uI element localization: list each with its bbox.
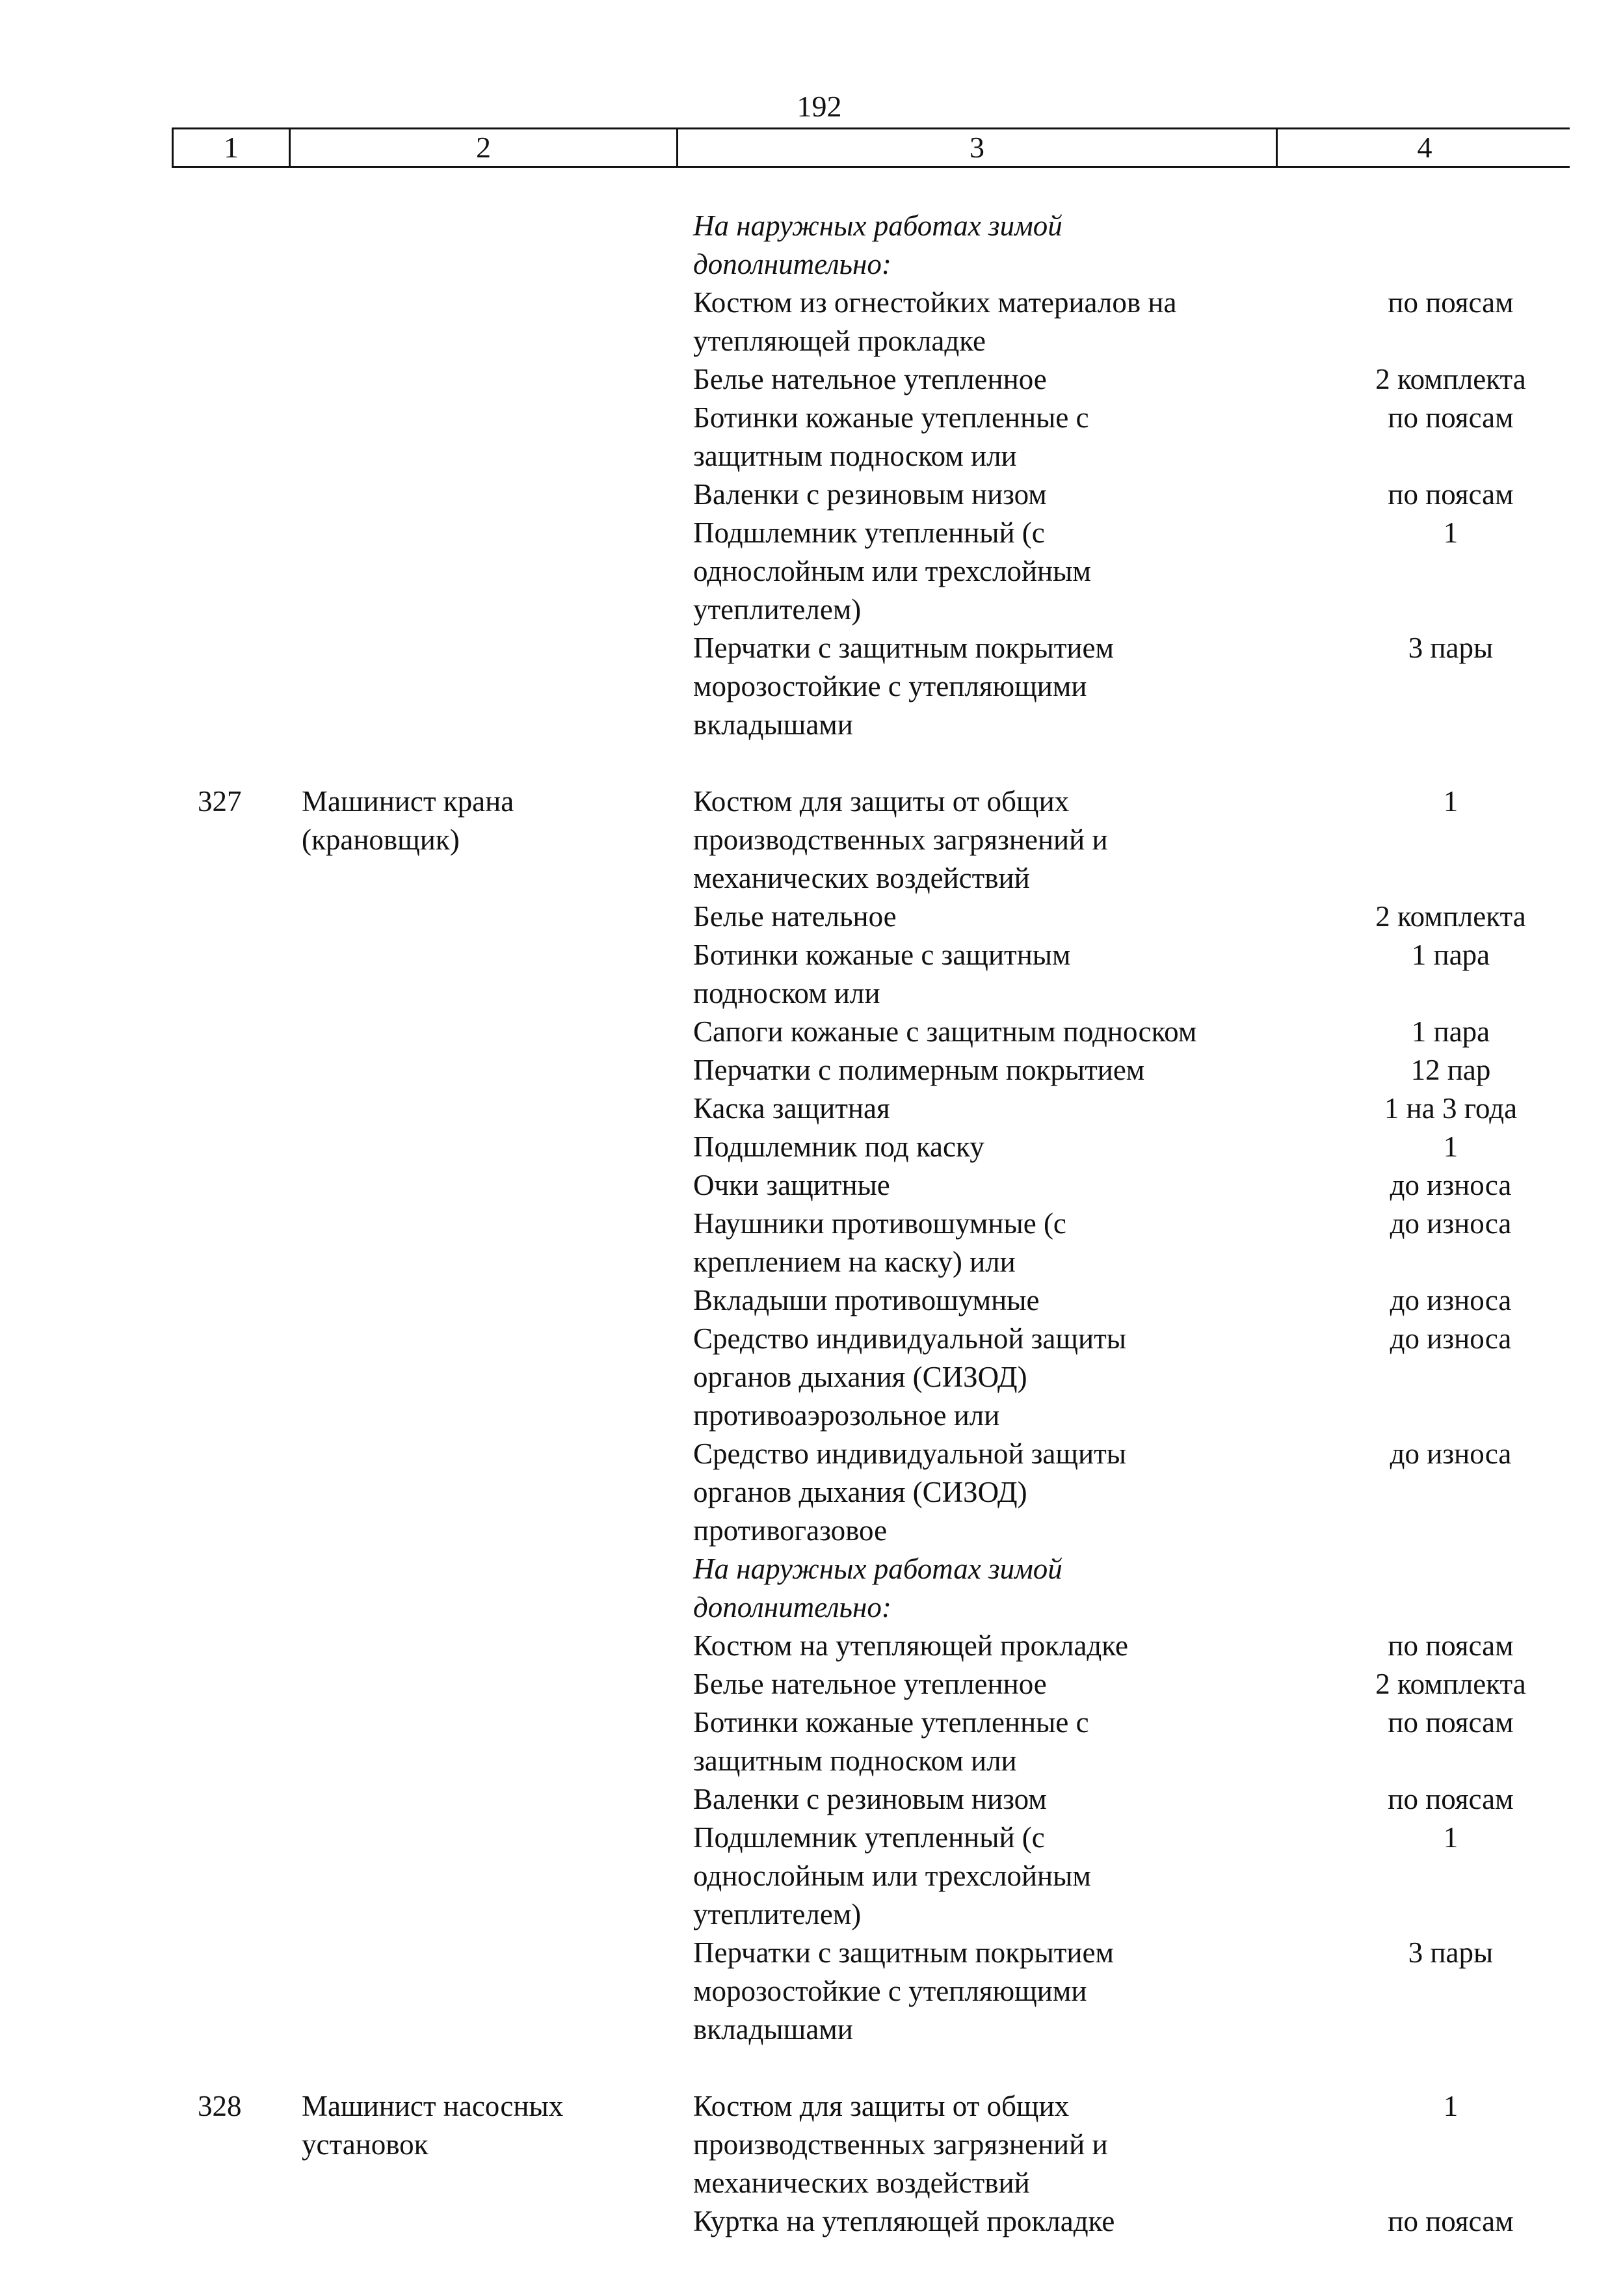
equipment-quantity: 1 xyxy=(1443,1821,1458,1854)
section-note: На наружных работах зимой дополнительно: xyxy=(693,1553,1062,1623)
equipment-name: Подшлемник утепленный (с однослойным или трехслойным утеплителем) xyxy=(693,516,1091,626)
equipment-item xyxy=(693,1703,1570,1780)
equipment-item xyxy=(693,1013,1570,1051)
equipment-name: Средство индивидуальной защиты органов дыхания (СИЗОД) противогазовое xyxy=(693,1437,1127,1547)
equipment-quantity: 1 пара xyxy=(1411,939,1490,971)
equipment-item xyxy=(693,782,1570,898)
equipment-name: Белье нательное xyxy=(693,900,897,933)
equipment-quantity: до износа xyxy=(1390,1284,1512,1316)
equipment-item xyxy=(693,1089,1570,1128)
equipment-name: Перчатки с защитным покрытием морозостойкие с утепляющими вкладышами xyxy=(693,632,1114,741)
equipment-item xyxy=(693,1627,1570,1665)
profession-name: Машинист насосных установок xyxy=(302,2090,564,2161)
equipment-quantity: по поясам xyxy=(1388,286,1514,319)
equipment-name: Сапоги кожаные с защитным подноском xyxy=(693,1015,1197,1048)
equipment-quantity: 2 комплекта xyxy=(1375,900,1526,933)
equipment-name: Белье нательное утепленное xyxy=(693,1668,1047,1700)
equipment-quantity: 12 пар xyxy=(1410,1054,1491,1086)
equipment-name: Белье нательное утепленное xyxy=(693,363,1047,395)
equipment-name: Очки защитные xyxy=(693,1169,890,1201)
equipment-list xyxy=(693,207,1570,744)
header-col-4: 4 xyxy=(1417,131,1432,164)
equipment-name: Ботинки кожаные утепленные с защитным подноском или xyxy=(693,401,1089,472)
table-header xyxy=(172,127,1570,168)
equipment-item xyxy=(693,2087,1570,2202)
section-note: На наружных работах зимой дополнительно: xyxy=(693,209,1062,280)
equipment-quantity: по поясам xyxy=(1388,2205,1514,2237)
equipment-item xyxy=(693,1665,1570,1703)
equipment-quantity: до износа xyxy=(1390,1437,1512,1470)
equipment-quantity: по поясам xyxy=(1388,401,1514,434)
equipment-name: Подшлемник под каску xyxy=(693,1130,984,1163)
equipment-quantity: 1 xyxy=(1443,516,1458,549)
equipment-quantity: 2 комплекта xyxy=(1375,363,1526,395)
table-row-group xyxy=(172,782,1570,2049)
equipment-item xyxy=(693,1205,1570,1281)
equipment-quantity: до износа xyxy=(1390,1169,1512,1201)
equipment-item xyxy=(693,399,1570,475)
equipment-item xyxy=(693,2202,1570,2241)
equipment-name: Ботинки кожаные утепленные с защитным подноском или xyxy=(693,1706,1089,1777)
row-number: 327 xyxy=(198,785,242,818)
equipment-name: Подшлемник утепленный (с однослойным или трехслойным утеплителем) xyxy=(693,1821,1091,1930)
equipment-name: Костюм из огнестойких материалов на утепляющей прокладке xyxy=(693,286,1177,357)
equipment-item xyxy=(693,1934,1570,2049)
equipment-quantity: по поясам xyxy=(1388,1706,1514,1739)
equipment-item xyxy=(693,1051,1570,1089)
equipment-item xyxy=(693,936,1570,1013)
equipment-item xyxy=(693,1550,1570,1627)
table-row-group xyxy=(172,2087,1570,2241)
table-row-group xyxy=(172,207,1570,744)
equipment-item xyxy=(693,1281,1570,1320)
equipment-item xyxy=(693,1128,1570,1166)
equipment-item xyxy=(693,629,1570,744)
equipment-name: Куртка на утепляющей прокладке xyxy=(693,2205,1115,2237)
equipment-quantity: до износа xyxy=(1390,1322,1512,1355)
equipment-name: Ботинки кожаные с защитным подноском или xyxy=(693,939,1071,1009)
equipment-item xyxy=(693,1435,1570,1550)
equipment-name: Костюм на утепляющей прокладке xyxy=(693,1629,1129,1662)
equipment-item xyxy=(693,1819,1570,1934)
equipment-item xyxy=(693,475,1570,514)
equipment-name: Костюм для защиты от общих производственных загрязнений и механических воздействий xyxy=(693,785,1108,894)
equipment-list xyxy=(693,782,1570,2049)
equipment-name: Перчатки с защитным покрытием морозостойкие с утепляющими вкладышами xyxy=(693,1936,1114,2046)
equipment-item xyxy=(693,360,1570,399)
equipment-quantity: 3 пары xyxy=(1408,632,1494,664)
equipment-item xyxy=(693,1320,1570,1435)
equipment-quantity: 1 xyxy=(1443,785,1458,818)
profession-name: Машинист крана (крановщик) xyxy=(302,785,514,856)
equipment-quantity: 3 пары xyxy=(1408,1936,1494,1969)
equipment-item xyxy=(693,1166,1570,1205)
equipment-list xyxy=(693,2087,1570,2241)
equipment-item xyxy=(693,1780,1570,1819)
equipment-name: Перчатки с полимерным покрытием xyxy=(693,1054,1145,1086)
equipment-name: Валенки с резиновым низом xyxy=(693,478,1047,511)
header-col-2: 2 xyxy=(291,129,678,166)
equipment-quantity: до износа xyxy=(1390,1207,1512,1240)
header-col-1: 1 xyxy=(174,129,291,166)
row-number: 328 xyxy=(198,2090,242,2122)
equipment-quantity: 1 на 3 года xyxy=(1384,1092,1518,1125)
equipment-name: Вкладыши противошумные xyxy=(693,1284,1040,1316)
equipment-quantity: 1 пара xyxy=(1411,1015,1490,1048)
equipment-quantity: 2 комплекта xyxy=(1375,1668,1526,1700)
equipment-name: Средство индивидуальной защиты органов дыхания (СИЗОД) противоаэрозольное или xyxy=(693,1322,1127,1432)
equipment-name: Каска защитная xyxy=(693,1092,890,1125)
equipment-name: Наушники противошумные (с креплением на каску) или xyxy=(693,1207,1066,1278)
table-body xyxy=(172,207,1570,2241)
equipment-name: Костюм для защиты от общих производственных загрязнений и механических воздействий xyxy=(693,2090,1108,2199)
equipment-quantity: 1 xyxy=(1443,1130,1458,1163)
header-col-3: 3 xyxy=(678,129,1278,166)
equipment-item xyxy=(693,207,1570,284)
equipment-quantity: 1 xyxy=(1443,2090,1458,2122)
equipment-item xyxy=(693,284,1570,360)
equipment-item xyxy=(693,514,1570,629)
equipment-quantity: по поясам xyxy=(1388,1783,1514,1815)
page-number: 192 xyxy=(797,90,842,123)
equipment-name: Валенки с резиновым низом xyxy=(693,1783,1047,1815)
equipment-quantity: по поясам xyxy=(1388,1629,1514,1662)
equipment-quantity: по поясам xyxy=(1388,478,1514,511)
equipment-item xyxy=(693,898,1570,936)
